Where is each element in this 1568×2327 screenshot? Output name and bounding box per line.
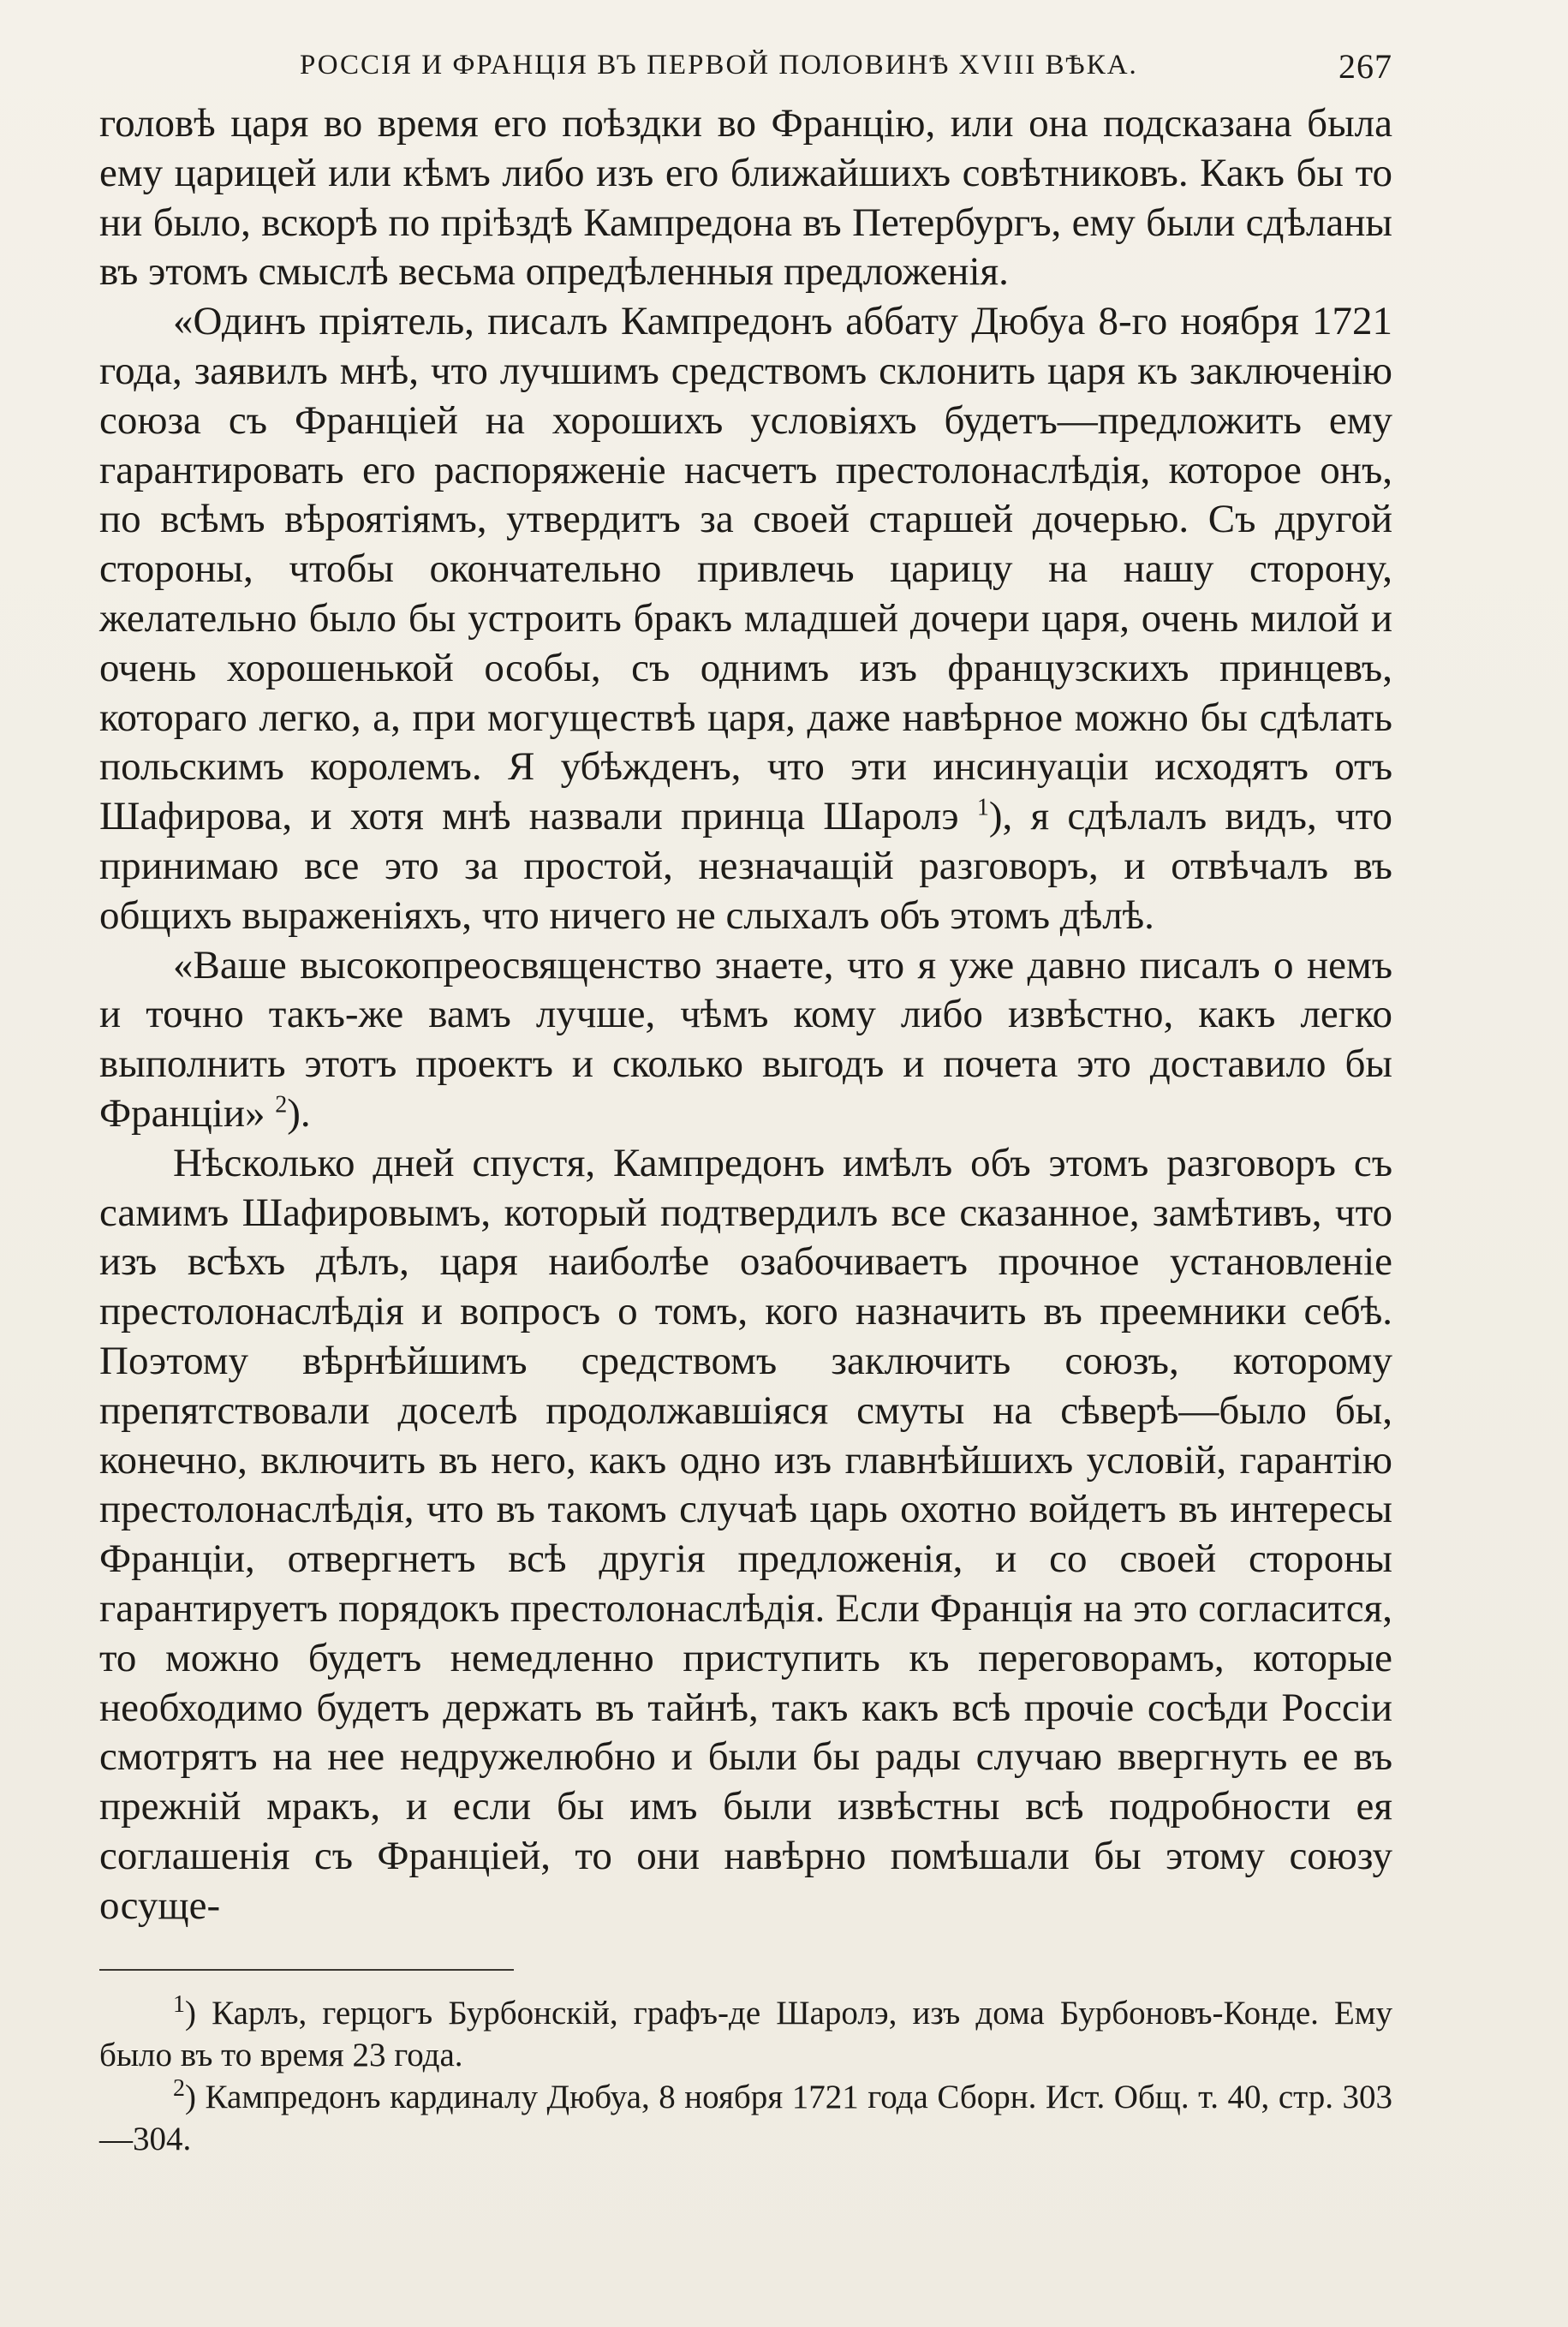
quote-2-text: «Ваше высокопреосвященство знаете, что я уже давно писалъ о немъ и точно такъ-же вамъ лучше, чѣмъ кому либо извѣстно, какъ легко выполнить этотъ проектъ и сколько выгодъ и почета это доставило бы Франціи» [99,942,1392,1136]
quote-1-tail: ), я сдѣлалъ видъ, что принимаю все это за простой, незначащій разговоръ, и отвѣчалъ въ общихъ выраженіяхъ, что ничего не слыхалъ объ этомъ дѣлѣ. [99,794,1393,938]
paragraph-quote-1 [99,297,1392,940]
running-title: РОССІЯ И ФРАНЦІЯ ВЪ ПЕРВОЙ ПОЛОВИНѢ XVIII ВѢКА. [300,50,1138,81]
footnote-1-text: ) Карлъ, герцогъ Бурбонскій, графъ-де Шаролэ, изъ дома Бурбоновъ-Конде. Ему было въ то время 23 года. [99,1995,1392,2074]
quote-2-tail: ). [287,1090,311,1136]
footnote-rule [99,1969,514,1971]
paragraph-continuation: головѣ царя во время его поѣздки во Францію, или она подсказана была ему царицей или кѣмъ либо изъ его ближайшихъ совѣтниковъ. Какъ бы то ни было, вскорѣ по пріѣздѣ Кампредона въ Петербургъ, ему были сдѣланы въ этомъ смыслѣ весьма опредѣленныя предложенія. [99,101,1392,295]
main-text [99,99,1392,1930]
running-head [99,43,1392,99]
footnote-ref-2: 2 [275,1091,288,1119]
footnote-2-text: ) Кампредонъ кардиналу Дюбуа, 8 ноября 1721 года Сборн. Ист. Общ. т. 40, стр. 303—304. [99,2079,1392,2158]
footnote-ref-1: 1 [976,794,989,821]
page-number: 267 [1338,47,1392,86]
footnote-2-mark: 2 [173,2075,185,2103]
footnotes [99,1992,1392,2160]
paragraph-main: Нѣсколько дней спустя, Кампредонъ имѣлъ объ этомъ разговоръ съ самимъ Шафировымъ, который подтвердилъ все сказанное, замѣтивъ, что изъ всѣхъ дѣлъ, царя наиболѣе озабочиваетъ прочное установленіе престолонаслѣдія и вопросъ о томъ, кого назначить въ преемники себѣ. Поэтому вѣрнѣйшимъ средствомъ заключить союзъ, которому препятствовали доселѣ продолжавшіяся смуты на сѣверѣ—было бы, конечно, включить въ него, какъ одно изъ главнѣйшихъ условій, гарантію престолонаслѣдія, что въ такомъ случаѣ царь охотно войдетъ въ интересы Франціи, отвергнетъ всѣ другія предложенія, и со своей стороны гарантируетъ порядокъ престолонаслѣдія. Если Франція на это согласится, то можно будетъ немедленно приступить къ переговорамъ, которые необходимо будетъ держать въ тайнѣ, такъ какъ всѣ прочіе сосѣди Россіи смотрятъ на нее недружелюбно и были бы рады случаю ввергнуть ее въ прежній мракъ, и если бы имъ были извѣстны всѣ подробности ея соглашенія съ Франціей, то они навѣрно помѣшали бы этому союзу осуще- [99,1140,1392,1928]
quote-1-text: «Одинъ пріятель, писалъ Кампредонъ аббату Дюбуа 8-го ноября 1721 года, заявилъ мнѣ, что лучшимъ средствомъ склонить царя къ заключенію союза съ Франціей на хорошихъ условіяхъ будетъ—предложить ему гарантировать его распоряженіе насчетъ престолонаслѣдія, которое онъ, по всѣмъ вѣроятіямъ, утвердитъ за своей старшей дочерью. Съ другой стороны, чтобы окончательно привлечь царицу на нашу сторону, желательно было бы устроить бракъ младшей дочери царя, очень милой и очень хорошенькой особы, съ однимъ изъ французскихъ принцевъ, котораго легко, а, при могуществѣ царя, даже навѣрное можно бы сдѣлать польскимъ королемъ. Я убѣжденъ, что эти инсинуаціи исходятъ отъ Шафирова, и хотя мнѣ назвали принца Шаролэ [99,299,1392,839]
paragraph-quote-2 [99,941,1392,1139]
footnote-1 [99,1992,1392,2076]
footnote-2 [99,2076,1392,2160]
footnote-1-mark: 1 [173,1991,185,2019]
